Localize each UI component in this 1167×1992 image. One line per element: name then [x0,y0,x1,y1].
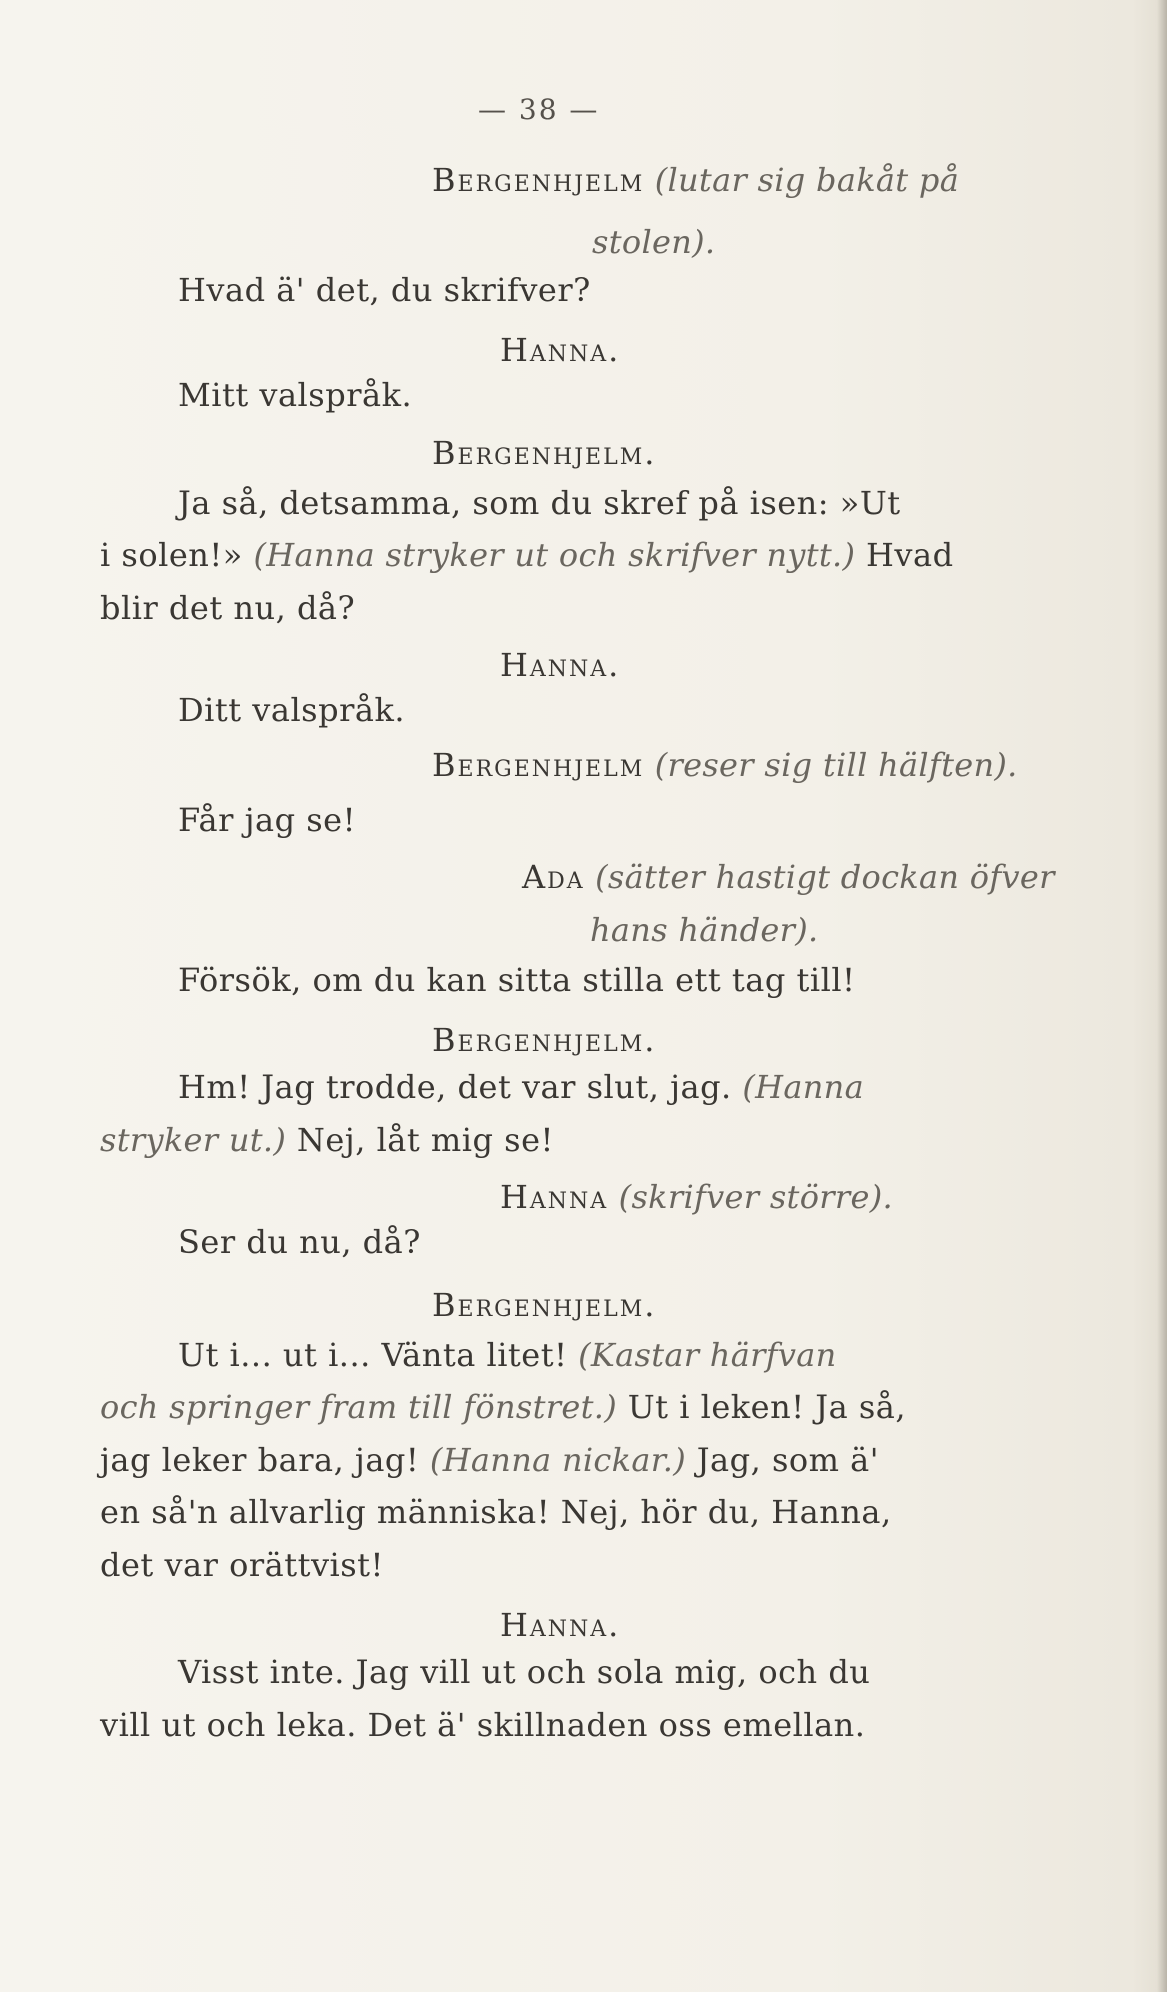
stage-direction: stryker ut.) [100,1121,287,1159]
stage-direction-line [590,910,818,950]
stage-direction: (Hanna stryker ut och skrifver nytt.) [253,536,856,574]
dialogue-text: jag leker bara, jag! [100,1441,430,1479]
speaker-name: Hanna. [500,331,621,369]
dialogue-line: vill ut och leka. Det ä' skillnaden oss emellan. [100,1706,866,1744]
stage-direction: (Hanna nickar.) [429,1441,687,1479]
dialogue-text: Hvad [855,536,954,574]
speaker-line [522,857,1055,897]
dialogue-line: Försök, om du kan sitta stilla ett tag till! [178,961,856,999]
dialogue-line [178,1335,837,1375]
stage-direction: och springer fram till fönstret.) [100,1388,618,1426]
speaker-line [432,745,1018,785]
dialogue-line: Hvad ä' det, du skrifver? [178,271,591,309]
dialogue-line: Ja så, detsamma, som du skref på isen: »Ut [178,484,901,522]
dialogue-text: Ut i... ut i... Vänta litet! [178,1336,579,1374]
stage-direction-line [592,222,715,262]
dialogue-line [178,1067,864,1107]
speaker-name: Bergenhjelm. [432,1286,657,1324]
dialogue-line: Ser du nu, då? [178,1223,421,1261]
stage-direction: (skrifver större). [608,1178,893,1216]
dialogue-line: Visst inte. Jag vill ut och sola mig, och du [178,1653,871,1691]
dialogue-text: Ut i leken! Ja så, [617,1388,906,1426]
speaker-name: Bergenhjelm [432,746,645,784]
speaker-name: Bergenhjelm. [432,434,657,472]
speaker-line [500,1177,893,1217]
dialogue-line [100,1440,879,1480]
dialogue-line [100,1120,554,1160]
stage-direction: (Kastar härfvan [578,1336,837,1374]
speaker-name: Bergenhjelm [432,161,645,199]
speaker-name: Hanna. [500,646,621,684]
dialogue-text: Hm! Jag trodde, det var slut, jag. [178,1068,743,1106]
dialogue-line: Ditt valspråk. [178,691,406,729]
stage-direction: hans händer). [590,911,819,949]
dialogue-line: en så'n allvarlig människa! Nej, hör du, Hanna, [100,1493,892,1531]
stage-direction: (lutar sig bakåt på [644,161,960,199]
dialogue-text: i solen!» [100,536,254,574]
stage-direction: (sätter hastigt dockan öfver [584,858,1055,896]
dialogue-text: Jag, som ä' [686,1441,880,1479]
dialogue-line: Mitt valspråk. [178,376,413,414]
dialogue-line: Får jag se! [178,801,356,839]
stage-direction: (reser sig till hälften). [644,746,1018,784]
dialogue-text: Nej, låt mig se! [286,1121,554,1159]
speaker-name: Hanna [500,1178,609,1216]
speaker-name: Bergenhjelm. [432,1021,657,1059]
stage-direction: (Hanna [742,1068,864,1106]
dialogue-line: blir det nu, då? [100,589,356,627]
speaker-line [432,160,959,200]
speaker-name: Hanna. [500,1606,621,1644]
page-number: — 38 — [478,93,600,126]
speaker-name: Ada [522,858,585,896]
stage-direction: stolen). [592,223,716,261]
dialogue-line [100,535,954,575]
dialogue-line [100,1387,906,1427]
page-edge-shadow [1157,0,1167,1992]
dialogue-line: det var orättvist! [100,1546,384,1584]
